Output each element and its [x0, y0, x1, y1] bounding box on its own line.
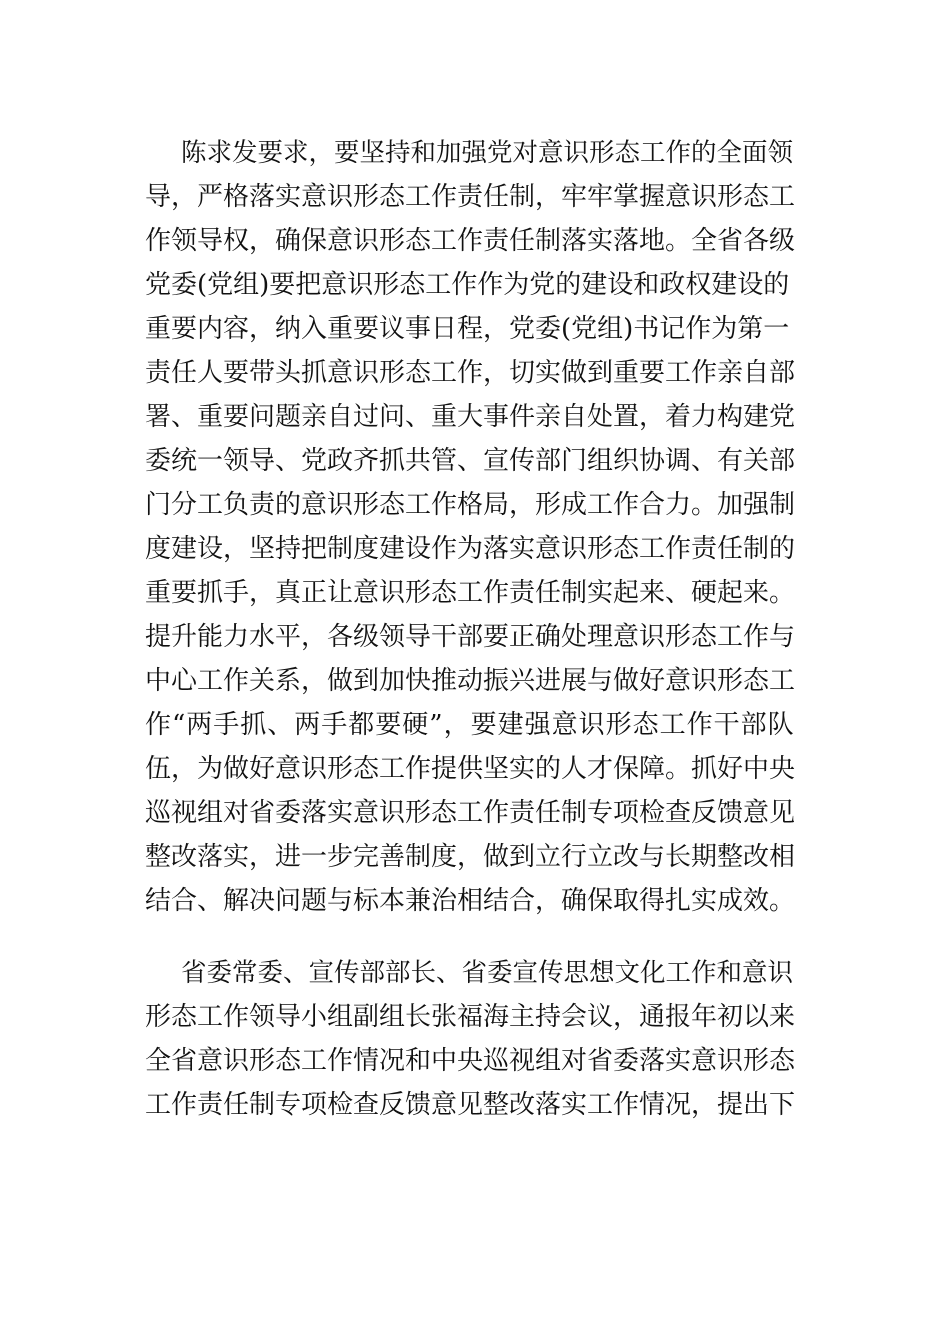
text-line: 巡视组对省委落实意识形态工作责任制专项检查反馈意见 [145, 798, 796, 828]
text-line: 结合、解决问题与标本兼治相结合，确保取得扎实成效。 [145, 886, 796, 916]
text-line: 署、重要问题亲自过问、重大事件亲自处置，着力构建党 [145, 402, 796, 432]
text-line: 作“两手抓、两手都要硬”，要建强意识形态工作干部队 [145, 710, 795, 740]
text-line: 伍，为做好意识形态工作提供坚实的人才保障。抓好中央 [145, 754, 796, 784]
text-line: 作领导权，确保意识形态工作责任制落实落地。全省各级 [145, 226, 796, 256]
text-line: 导，严格落实意识形态工作责任制，牢牢掌握意识形态工 [145, 182, 796, 212]
text-line: 委统一领导、党政齐抓共管、宣传部门组织协调、有关部 [145, 446, 796, 476]
text-line: 整改落实，进一步完善制度，做到立行立改与长期整改相 [145, 842, 796, 872]
text-line: 工作责任制专项检查反馈意见整改落实工作情况，提出下 [145, 1090, 796, 1120]
text-line: 省委常委、宣传部部长、省委宣传思想文化工作和意识 [181, 958, 794, 988]
text-line: 重要内容，纳入重要议事日程，党委(党组)书记作为第一 [145, 314, 790, 344]
text-line: 陈求发要求，要坚持和加强党对意识形态工作的全面领 [181, 138, 794, 168]
text-line: 党委(党组)要把意识形态工作作为党的建设和政权建设的 [145, 270, 790, 300]
text-line: 重要抓手，真正让意识形态工作责任制实起来、硬起来。 [145, 578, 796, 608]
text-line: 全省意识形态工作情况和中央巡视组对省委落实意识形态 [145, 1046, 796, 1076]
text-line: 提升能力水平，各级领导干部要正确处理意识形态工作与 [145, 622, 796, 652]
text-line: 门分工负责的意识形态工作格局，形成工作合力。加强制 [145, 490, 796, 520]
text-line: 形态工作领导小组副组长张福海主持会议，通报年初以来 [145, 1002, 796, 1032]
text-line: 度建设，坚持把制度建设作为落实意识形态工作责任制的 [145, 534, 796, 564]
text-line: 中心工作关系，做到加快推动振兴进展与做好意识形态工 [145, 666, 796, 696]
text-line: 责任人要带头抓意识形态工作，切实做到重要工作亲自部 [145, 358, 796, 388]
